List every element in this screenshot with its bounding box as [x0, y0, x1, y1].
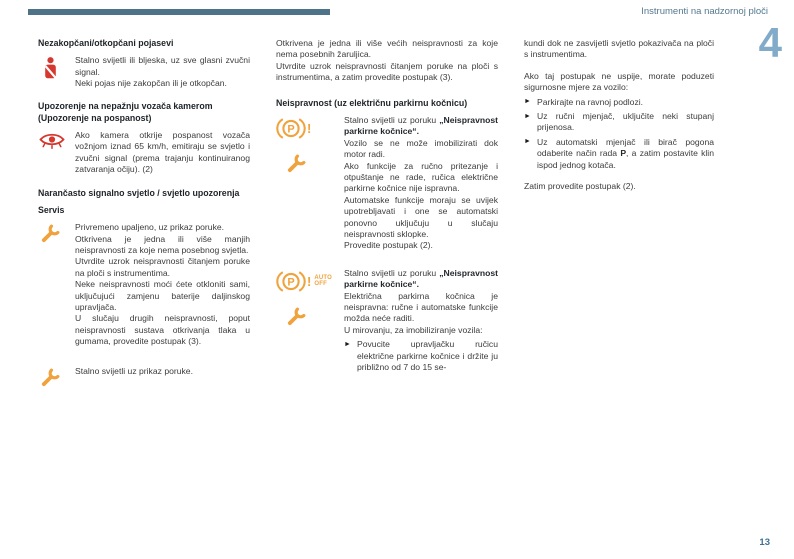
parking-brake-auto-off-icon-row: [276, 269, 344, 294]
heading-servis: Servis: [38, 204, 65, 215]
service-steady-text: [75, 366, 250, 388]
paragraph: Stalno svijetli ili bljeska, uz sve glasni zvučni signal.: [75, 55, 250, 77]
paragraph: Utvrdite uzrok neispravnosti čitanjem poruke na ploči s instrumentima, a zatim provedite postupak (3).: [276, 60, 498, 83]
bullet-marker-icon: ►: [524, 112, 531, 120]
paragraph: Ako kamera otkrije pospanost vozača vožnjom iznad 65 km/h, emitiraju se svjetlo i zvučni signal (prema trajanju kontinuiranog zatvaranja očiju). (2): [75, 129, 250, 175]
wrench-icon: [40, 367, 61, 388]
column-2: [276, 38, 498, 394]
paragraph: Provedite postupak (2).: [344, 240, 433, 251]
heading-seatbelts: Nezakopčani/otkopčani pojasevi: [38, 38, 174, 48]
bullet-item: [524, 111, 714, 134]
icon-gutter: [38, 130, 75, 176]
header-title: Instrumenti na nadzornoj ploči: [641, 6, 768, 17]
auto-off-icon: [314, 275, 332, 288]
page-number: 13: [759, 537, 770, 548]
heading-driver-attention: Upozorenje na nepažnju vozača kamerom (Upozorenje na pospanost): [38, 101, 213, 123]
bullet-text: [537, 137, 714, 171]
service-steady-block: [38, 366, 250, 388]
icon-gutter: [276, 268, 344, 374]
icon-gutter: [38, 55, 75, 89]
paragraph: Zatim provedite postupak (2).: [524, 181, 636, 192]
paragraph: Utvrdite uzrok neispravnosti čitanjem poruke na ploči s instrumentima.: [75, 256, 250, 278]
paragraph: Neke neispravnosti moći ćete otkloniti sami, uključujući zamjenu baterije daljinskog upravljača.: [75, 279, 250, 312]
auto-label: AUTO: [314, 274, 333, 281]
paragraph: Neki pojas nije zakopčan ili je otkopčan.: [75, 78, 227, 89]
seatbelt-icon: [38, 56, 62, 84]
bullet-text-pre: Uz automatski mjenjač ili birač pogona odaberite način rada: [537, 136, 714, 159]
message-text: „Neispravnost parkirne kočnice“.: [344, 267, 498, 290]
paragraph: Ako taj postupak ne uspije, morate poduzeti sigurnosne mjere za vozilo:: [524, 70, 714, 93]
lead-text: Stalno svijetli uz poruku: [344, 267, 440, 278]
parking-brake-fault-block-1: [276, 115, 498, 252]
bullet-item: [524, 97, 714, 108]
service-warning-block: [38, 222, 250, 347]
chapter-number: 4: [758, 19, 782, 66]
bullet-item: [524, 137, 714, 171]
paragraph: Automatske funkcije moraju se uvijek upotrebljavati i one se automatski ponovno uključuju u slučaju neispravnosti sklopke.: [344, 194, 498, 239]
paragraph: U mirovanju, za imobiliziranje vozila:: [344, 324, 483, 335]
eye-icon: [38, 131, 66, 150]
gear-mode-p: P: [620, 148, 627, 159]
icon-gutter: [38, 366, 75, 388]
parking-brake-icon-row: [276, 116, 344, 141]
paragraph: [344, 115, 498, 138]
icon-gutter: [38, 222, 75, 347]
seatbelt-warning-block: [38, 55, 250, 89]
bullet-marker-icon: ►: [524, 98, 531, 106]
heading-orange-lights: Narančasto signalno svjetlo / svjetlo upozorenja: [38, 187, 240, 198]
paragraph: U slučaju drugih neispravnosti, poput neispravnosti sustava otkrivanja tlaka u gumama, provedite postupak (3).: [75, 313, 250, 347]
bullet-text-post: , a zatim postavite klin ispod jednog kotača.: [537, 148, 714, 170]
heading-parking-brake-fault: Neispravnost (uz električnu parkirnu kočnicu): [276, 97, 468, 108]
column-1: [38, 38, 250, 394]
bullet-marker-icon: ►: [344, 340, 351, 348]
exclamation-icon: !: [307, 120, 312, 136]
paragraph: Vozilo se ne može imobilizirati dok motor radi.: [344, 137, 498, 160]
lead-text: Stalno svijetli uz poruku: [344, 114, 440, 125]
paragraph: Otkrivena je jedna ili više manjih neispravnosti za koje nema posebnog svjetla.: [75, 233, 250, 255]
parking-letter: P: [287, 276, 295, 289]
paragraph: kundi dok ne zasvijetli svjetlo pokazivača na ploči s instrumentima.: [524, 38, 714, 60]
bullet-text: Uz ručni mjenjač, uključite neki stupanj prijenosa.: [537, 111, 714, 133]
paragraph: Otkrivena je jedna ili više većih neispravnosti za koje nema posebnih žaruljica.: [276, 38, 498, 60]
parking-brake-fault-block-2: [276, 268, 498, 374]
message-text: „Neispravnost parkirne kočnice“.: [344, 114, 498, 137]
seatbelt-text: [75, 55, 250, 89]
bullet-text: Povucite upravljačku ručicu električne parkirne kočnice i držite ju približno od 7 do 15 se-: [357, 339, 498, 372]
paragraph: Stalno svijetli uz prikaz poruke.: [75, 365, 193, 376]
bullet-marker-icon: ►: [524, 138, 531, 146]
off-label: OFF: [314, 281, 327, 288]
icon-gutter: [276, 115, 344, 252]
column-3: [524, 38, 714, 394]
parking-brake-fault-text-1: [344, 115, 498, 252]
service-text: [75, 222, 250, 347]
paragraph: Privremeno upaljeno, uz prikaz poruke.: [75, 222, 225, 233]
exclamation-icon: !: [307, 273, 312, 289]
paragraph: Ako funkcije za ručno pritezanje i otpuštanje ne rade, ručica električne parkirne kočnice nije ispravna.: [344, 160, 498, 194]
parking-brake-fault-text-2: [344, 268, 498, 374]
paragraph: Električna parkirna kočnica je neispravna: ručne i automatske funkcije možda neće raditi.: [344, 290, 498, 324]
parking-brake-icon: [276, 269, 306, 294]
parking-letter: P: [287, 123, 295, 136]
wrench-icon: [286, 153, 307, 174]
drowsiness-warning-block: [38, 130, 250, 176]
parking-brake-icon: [276, 116, 306, 141]
wrench-icon: [40, 223, 61, 244]
bullet-item: [344, 339, 498, 373]
bullet-text: Parkirajte na ravnoj podlozi.: [537, 96, 644, 107]
header-bar: [28, 9, 330, 15]
wrench-icon: [286, 306, 307, 327]
paragraph: [344, 268, 498, 291]
text-columns: [38, 38, 714, 394]
drowsiness-text: [75, 130, 250, 176]
